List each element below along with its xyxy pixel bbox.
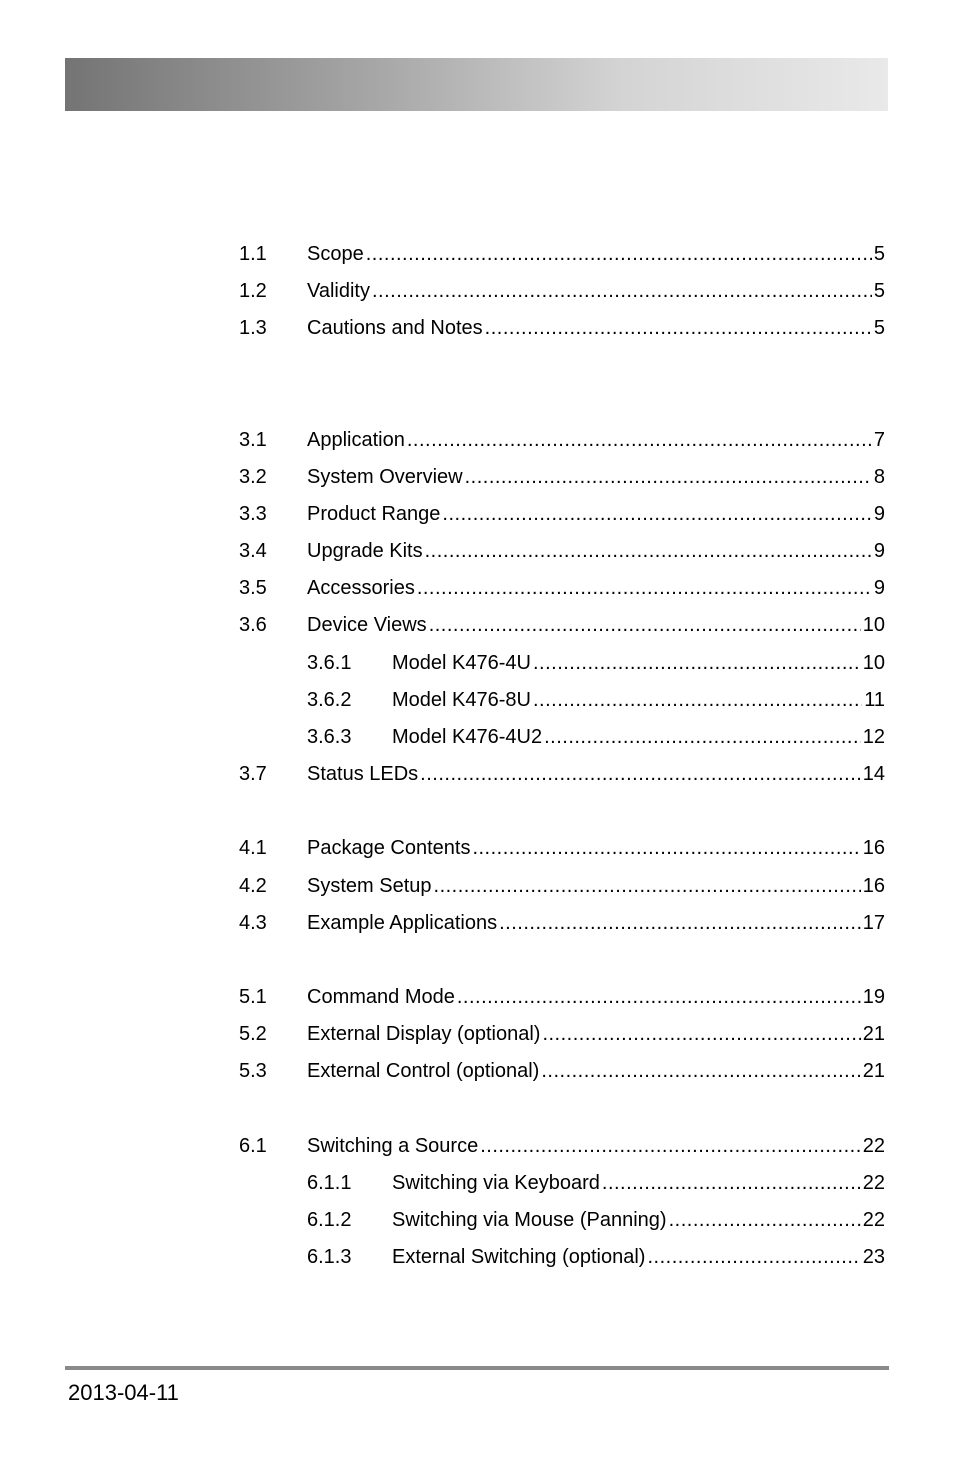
toc-leader — [407, 427, 872, 453]
toc-number: 4.3 — [239, 912, 267, 934]
toc-number: 4.2 — [239, 875, 267, 897]
toc-entry[interactable] — [239, 1058, 885, 1084]
toc-entry[interactable] — [307, 724, 885, 750]
toc-title: External Switching (optional) — [392, 1246, 646, 1268]
toc-number: 3.6 — [239, 614, 267, 636]
toc-leader — [542, 1021, 860, 1047]
toc-title: Status LEDs — [307, 763, 419, 785]
toc-title: Switching via Keyboard — [392, 1172, 600, 1194]
toc-title: Command Mode — [307, 986, 455, 1008]
toc-leader — [465, 464, 872, 490]
toc-page: 8 — [873, 466, 885, 488]
toc-leader — [647, 1244, 860, 1270]
toc-leader — [541, 1058, 860, 1084]
toc-title: Validity — [307, 280, 370, 302]
toc-number: 3.7 — [239, 763, 267, 785]
toc-leader — [499, 910, 861, 936]
toc-title: Switching a Source — [307, 1135, 479, 1157]
toc-number: 5.1 — [239, 986, 267, 1008]
toc-leader — [434, 873, 861, 899]
toc-number: 1.2 — [239, 280, 267, 302]
toc-entry[interactable] — [239, 873, 885, 899]
toc-number: 3.4 — [239, 540, 267, 562]
toc-leader — [602, 1170, 861, 1196]
toc-entry[interactable] — [239, 538, 885, 564]
toc-entry[interactable] — [239, 315, 885, 341]
toc-number: 3.6.1 — [307, 652, 352, 674]
toc-entry[interactable] — [239, 464, 885, 490]
toc-leader — [533, 687, 862, 713]
toc-leader — [372, 278, 872, 304]
footer-rule — [65, 1366, 889, 1370]
toc-title: Example Applications — [307, 912, 498, 934]
toc-number: 3.1 — [239, 429, 267, 451]
toc-entry[interactable] — [239, 612, 885, 638]
toc-leader — [485, 315, 872, 341]
footer-date: 2013-04-11 — [68, 1380, 179, 1405]
toc-number: 1.1 — [239, 243, 267, 265]
toc-leader — [669, 1207, 861, 1233]
toc-leader — [366, 241, 872, 267]
toc-entry[interactable] — [307, 1244, 885, 1270]
toc-page: 22 — [862, 1209, 885, 1231]
toc-title: External Display (optional) — [307, 1023, 541, 1045]
toc-leader — [429, 612, 861, 638]
toc-page: 22 — [862, 1135, 885, 1157]
toc-entry[interactable] — [307, 650, 885, 676]
toc-page: 14 — [862, 763, 885, 785]
toc-leader — [480, 1133, 861, 1159]
toc-page: 21 — [862, 1023, 885, 1045]
toc-page: 9 — [873, 577, 885, 599]
toc-page: 21 — [862, 1060, 885, 1082]
toc-number: 3.5 — [239, 577, 267, 599]
toc-page: 5 — [873, 243, 885, 265]
toc-title: Accessories — [307, 577, 415, 599]
toc-page: 5 — [873, 280, 885, 302]
toc-number: 3.2 — [239, 466, 267, 488]
toc-leader — [457, 984, 861, 1010]
toc-entry[interactable] — [307, 1170, 885, 1196]
toc-page: 19 — [862, 986, 885, 1008]
toc-title: External Control (optional) — [307, 1060, 540, 1082]
toc-page: 5 — [873, 317, 885, 339]
toc-title: Upgrade Kits — [307, 540, 423, 562]
toc-leader — [472, 835, 860, 861]
toc-leader — [544, 724, 861, 750]
toc-page: 11 — [864, 689, 885, 711]
toc-entry[interactable] — [239, 278, 885, 304]
toc-leader — [442, 501, 871, 527]
toc-page: 9 — [873, 540, 885, 562]
toc-page: 16 — [862, 837, 885, 859]
toc-leader — [417, 575, 872, 601]
toc-number: 6.1.3 — [307, 1246, 352, 1268]
toc-entry[interactable] — [239, 427, 885, 453]
toc-entry[interactable] — [239, 761, 885, 787]
toc-number: 3.3 — [239, 503, 267, 525]
toc-page: 23 — [862, 1246, 885, 1268]
toc-number: 3.6.3 — [307, 726, 352, 748]
toc-leader — [533, 650, 861, 676]
toc-title: System Overview — [307, 466, 463, 488]
toc-page: 12 — [862, 726, 885, 748]
toc-entry[interactable] — [307, 687, 885, 713]
toc-entry[interactable] — [239, 984, 885, 1010]
header-bar — [65, 58, 888, 111]
toc-number: 4.1 — [239, 837, 267, 859]
toc-title: Product Range — [307, 503, 441, 525]
toc-title: Device Views — [307, 614, 427, 636]
toc-entry[interactable] — [239, 1133, 885, 1159]
toc-entry[interactable] — [239, 241, 885, 267]
toc-title: Package Contents — [307, 837, 471, 859]
toc-number: 5.2 — [239, 1023, 267, 1045]
toc-page: 22 — [862, 1172, 885, 1194]
toc-number: 1.3 — [239, 317, 267, 339]
toc-page: 10 — [862, 652, 885, 674]
toc-entry[interactable] — [239, 910, 885, 936]
toc-title: System Setup — [307, 875, 432, 897]
toc-leader — [425, 538, 872, 564]
toc-entry[interactable] — [239, 575, 885, 601]
toc-entry[interactable] — [239, 835, 885, 861]
toc-entry[interactable] — [307, 1207, 885, 1233]
toc-page: 17 — [862, 912, 885, 934]
toc-title: Switching via Mouse (Panning) — [392, 1209, 667, 1231]
toc-number: 6.1.2 — [307, 1209, 352, 1231]
toc-title: Model K476-4U2 — [392, 726, 543, 748]
toc-number: 6.1 — [239, 1135, 267, 1157]
toc-page: 10 — [862, 614, 885, 636]
toc-number: 3.6.2 — [307, 689, 352, 711]
toc-number: 6.1.1 — [307, 1172, 352, 1194]
toc-title: Scope — [307, 243, 364, 265]
toc-number: 5.3 — [239, 1060, 267, 1082]
toc-title: Cautions and Notes — [307, 317, 483, 339]
toc-leader — [420, 761, 861, 787]
toc-page: 16 — [862, 875, 885, 897]
toc-title: Model K476-4U — [392, 652, 531, 674]
toc-title: Application — [307, 429, 405, 451]
toc-entry[interactable] — [239, 1021, 885, 1047]
toc-page: 7 — [873, 429, 885, 451]
toc-page: 9 — [873, 503, 885, 525]
toc-title: Model K476-8U — [392, 689, 531, 711]
toc-entry[interactable] — [239, 501, 885, 527]
